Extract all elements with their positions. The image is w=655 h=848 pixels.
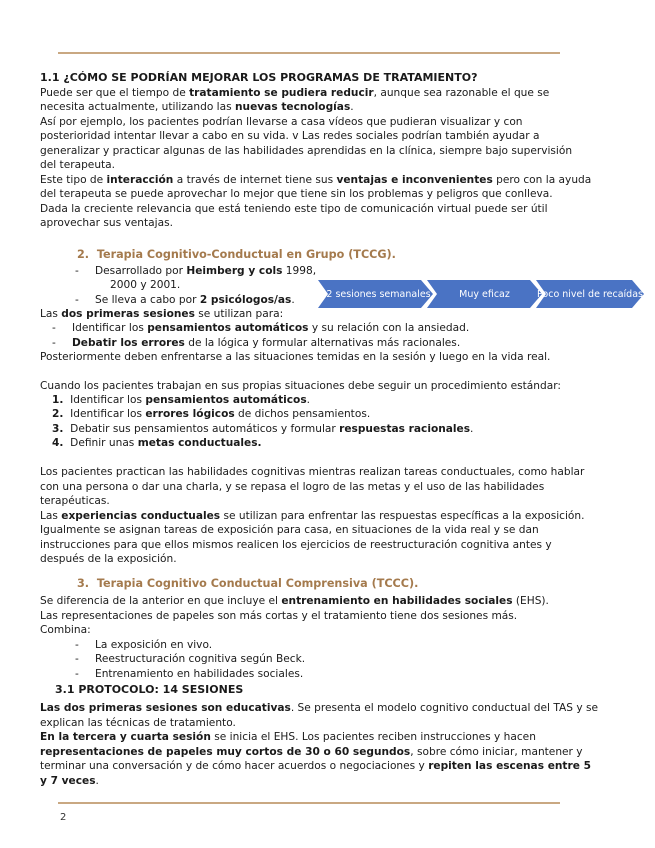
practice-line-2: con una persona o dar una charla, y se repasa el logro de las metas y el uso de las habilidades: [40, 481, 545, 493]
protocol-line-4: representaciones de papeles muy cortos de 30 o 60 segundos, sobre cómo iniciar, mantener y: [40, 746, 583, 758]
tccc-combina: Combina:: [40, 624, 91, 636]
tccg-procedure: Cuando los pacientes trabajan en sus propias situaciones debe seguir un procedimiento estándar:: [40, 380, 561, 392]
section-3-heading: 3. Terapia Cognitivo Conductual Comprensiva (TCCC).: [77, 577, 419, 590]
section-2-heading: 2. Terapia Cognitivo-Conductual en Grupo (TCCG).: [77, 248, 396, 261]
experiences-line-2: Igualmente se asignan tareas de exposición para casa, en situaciones de la vida real y se dan: [40, 524, 539, 536]
tccc-roles: Las representaciones de papeles son más cortas y el tratamiento tiene dos sesiones más.: [40, 610, 518, 622]
practice-line-1: Los pacientes practican las habilidades cognitivas mientras realizan tareas conductuales, como hablar: [40, 466, 585, 478]
p1-line-5: generalizar y practicar algunas de las habilidades aprendidas en la clínica, siempre bajo supervisión: [40, 145, 573, 157]
step-4: 4. Definir unas metas conductuales.: [52, 437, 262, 449]
tccg-developed-years: 2000 y 2001.: [110, 279, 181, 291]
tccg-developed-by: - Desarrollado por Heimberg y cols 1998,: [95, 264, 316, 278]
p1-line-1: Puede ser que el tiempo de tratamiento se pudiera reducir, aunque sea razonable el que se: [40, 87, 550, 99]
protocol-line-5: terminar una conversación y de cómo hacer acuerdos o negociaciones y repiten las escenas entre 5: [40, 760, 591, 772]
tccc-difference: Se diferencia de la anterior en que incluye el entrenamiento en habilidades sociales (EHS).: [40, 595, 549, 607]
chevron-sessions: [318, 280, 433, 308]
tccg-first-sessions: Las dos primeras sesiones se utilizan para:: [40, 308, 284, 320]
page-number: 2: [60, 812, 67, 823]
tccg-bullet-1: - Identificar los pensamientos automáticos y su relación con la ansiedad.: [72, 321, 469, 335]
p1-line-2: necesita actualmente, utilizando las nuevas tecnologías.: [40, 101, 354, 113]
chevron-relapse: [536, 280, 644, 308]
bottom-rule: [58, 802, 560, 804]
chevron-label: Poco nivel de recaídas: [537, 288, 643, 300]
tccg-led-by: - Se lleva a cabo por 2 psicólogos/as.: [95, 293, 295, 307]
protocol-line-1: Las dos primeras sesiones son educativas. Se presenta el modelo cognitivo conductual del TAS y se: [40, 702, 599, 714]
heading-1-1: 1.1 ¿CÓMO SE PODRÍAN MEJORAR LOS PROGRAMAS DE TRATAMIENTO?: [40, 71, 478, 84]
experiences-line-4: después de la exposición.: [40, 553, 177, 565]
tccc-item-3: - Entrenamiento en habilidades sociales.: [95, 667, 303, 681]
chevron-effective: [427, 280, 542, 308]
heading-3-1: 3.1 PROTOCOLO: 14 SESIONES: [55, 683, 244, 696]
protocol-line-3: En la tercera y cuarta sesión se inicia el EHS. Los pacientes reciben instrucciones y hacen: [40, 731, 536, 743]
protocol-line-2: explican las técnicas de tratamiento.: [40, 717, 236, 729]
step-3: 3. Debatir sus pensamientos automáticos y formular respuestas racionales.: [52, 423, 474, 435]
p1-line-6: del terapeuta.: [40, 159, 116, 171]
p2-line-3: Dada la creciente relevancia que está teniendo este tipo de comunicación virtual puede ser útil: [40, 203, 548, 215]
experiences-line-1: Las experiencias conductuales se utilizan para enfrentar las respuestas específicas a la exposición.: [40, 510, 585, 522]
practice-line-3: terapéuticas.: [40, 495, 110, 507]
tccg-after: Posteriormente deben enfrentarse a las situaciones temidas en la sesión y luego en la vida real.: [40, 351, 551, 363]
p1-line-3: Así por ejemplo, los pacientes podrían llevarse a casa vídeos que pudieran visualizar y con: [40, 116, 523, 128]
tccc-item-1: - La exposición en vivo.: [95, 638, 212, 652]
top-rule: [58, 52, 560, 54]
p2-line-1: Este tipo de interacción a través de internet tiene sus ventajas e inconvenientes pero con la ayuda: [40, 174, 592, 186]
step-2: 2. Identificar los errores lógicos de dichos pensamientos.: [52, 408, 371, 420]
p2-line-4: aprovechar sus ventajas.: [40, 217, 173, 229]
step-1: 1. Identificar los pensamientos automáticos.: [52, 394, 311, 406]
protocol-line-6: y 7 veces.: [40, 775, 99, 787]
tccc-item-2: - Reestructuración cognitiva según Beck.: [95, 652, 305, 666]
tccg-bullet-2: - Debatir los errores de la lógica y formular alternativas más racionales.: [72, 336, 460, 350]
p1-line-4: posterioridad intentar llevar a cabo en su vida. v Las redes sociales podrían también ayudar a: [40, 130, 540, 142]
chevron-label: 12 sesiones semanales: [320, 288, 431, 300]
experiences-line-3: instrucciones para que ellos mismos realicen los ejercicios de reestructuración cognitiva antes y: [40, 539, 552, 551]
chevron-label: Muy eficaz: [459, 288, 510, 300]
p2-line-2: del terapeuta se puede aprovechar lo mejor que tiene sin los problemas y peligros que conlleva.: [40, 188, 553, 200]
